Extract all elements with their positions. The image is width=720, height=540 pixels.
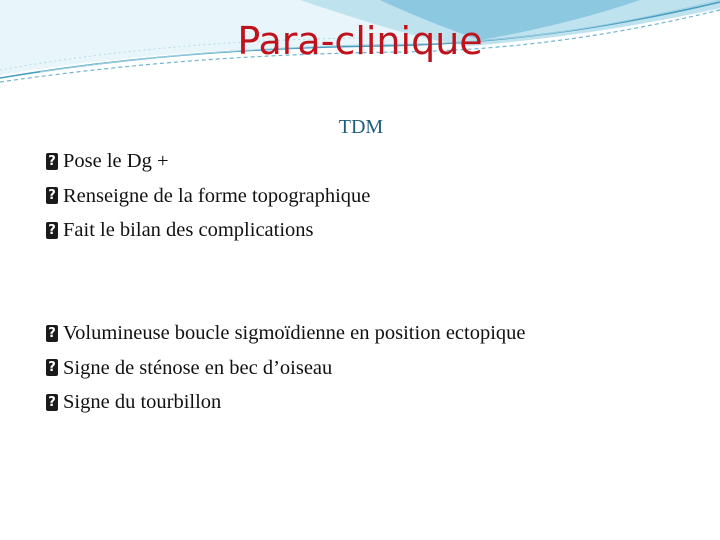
list-item <box>46 316 526 351</box>
bullet-list-signs <box>46 316 526 420</box>
bullet-icon: ? <box>46 153 58 170</box>
subtitle-text: TDM <box>338 116 384 138</box>
slide-title: Para-clinique <box>237 19 483 63</box>
list-item <box>46 213 370 248</box>
slide-subtitle <box>0 116 720 139</box>
list-item-text: Signe du tourbillon <box>63 391 222 413</box>
list-item <box>46 144 370 179</box>
list-item-text: Volumineuse boucle sigmoïdienne en position ectopique <box>63 322 526 344</box>
list-item <box>46 385 526 420</box>
list-item <box>46 179 370 214</box>
list-item-text: Renseigne de la forme topographique <box>63 184 371 207</box>
list-item <box>46 351 526 386</box>
bullet-list-findings <box>46 144 370 248</box>
bullet-icon: ? <box>46 359 58 376</box>
bullet-icon: ? <box>46 222 58 239</box>
bullet-icon: ? <box>46 394 58 411</box>
list-item-text: Fait le bilan des complications <box>63 219 314 241</box>
list-item-text: Signe de sténose en bec d’oiseau <box>63 356 333 379</box>
bullet-icon: ? <box>46 187 58 204</box>
list-item-text: Pose le Dg + <box>63 150 169 172</box>
bullet-icon: ? <box>46 325 58 342</box>
